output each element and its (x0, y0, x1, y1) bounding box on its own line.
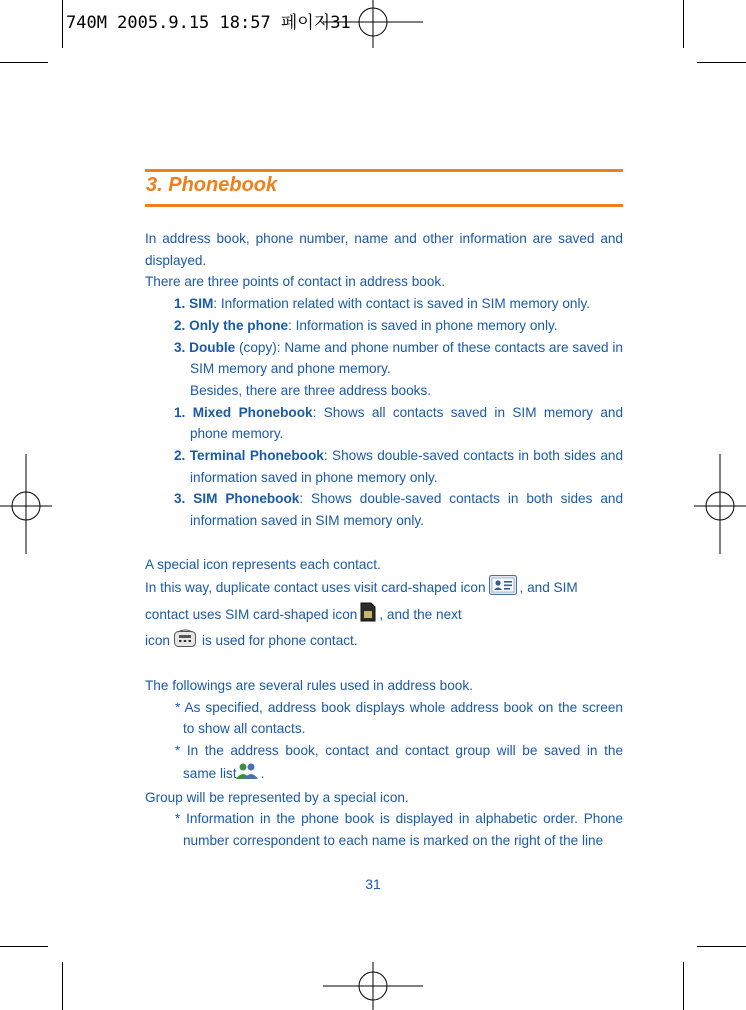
icons-text: , and the next (379, 606, 462, 622)
point-item (174, 293, 623, 315)
book-item (174, 488, 623, 531)
book-text: : Shows all contacts saved in SIM memory and phone memory. (190, 404, 624, 442)
book-item (174, 445, 623, 488)
icons-text: , and SIM (519, 580, 578, 596)
rule-item (175, 740, 623, 786)
page-number: 31 (365, 876, 381, 892)
title-bottom-rule (145, 204, 623, 207)
icons-text: In this way, duplicate contact uses visit card-shaped icon (145, 580, 486, 596)
point-text: : Information related with contact is saved in SIM memory only. (213, 296, 591, 312)
visit-card-icon (489, 575, 517, 602)
crop-mark (697, 62, 746, 63)
point-item (174, 315, 623, 337)
registration-mark-icon (694, 454, 746, 554)
icons-line-phone (145, 629, 623, 654)
spacer (145, 532, 623, 554)
crop-mark (0, 946, 48, 947)
book-term: Terminal Phonebook (189, 448, 324, 464)
print-header-stamp: 740M 2005.9.15 18:57 페이지31 (66, 13, 351, 33)
rules-intro: The followings are several rules used in address book. (145, 678, 473, 694)
registration-mark-icon (323, 960, 423, 1010)
point-number: 1. (174, 296, 186, 312)
book-number: 3. (174, 491, 186, 507)
besides-line: Besides, there are three address books. (190, 382, 432, 398)
intro-points-line: There are three points of contact in address book. (145, 274, 445, 290)
rule-text: * In the address book, contact and contact group will be saved in the same list (175, 743, 623, 781)
group-line: Group will be represented by a special icon. (145, 789, 409, 805)
crop-mark (62, 0, 63, 48)
point-term: Double (189, 339, 236, 355)
icons-text: icon (145, 632, 170, 648)
book-number: 1. (174, 404, 186, 420)
icons-intro: A special icon represents each contact. (145, 556, 381, 572)
rule-item: * Information in the phone book is displayed in alphabetic order. Phone number correspondent to each name is marked on the right of the line (175, 811, 623, 848)
point-term: Only the phone (189, 317, 289, 333)
crop-mark (697, 946, 746, 947)
book-item (174, 402, 623, 445)
crop-mark (62, 962, 63, 1010)
intro-paragraph: In address book, phone number, name and other information are saved and displayed. (145, 231, 623, 268)
phone-icon (174, 629, 196, 654)
point-number: 2. (174, 317, 186, 333)
point-number: 3. (174, 339, 186, 355)
icons-line-sim (145, 602, 623, 629)
body-content (145, 228, 623, 852)
book-term: Mixed Phonebook (192, 404, 313, 420)
crop-mark (683, 0, 684, 48)
contact-group-icon (243, 762, 259, 787)
icons-text: contact uses SIM card-shaped icon (145, 606, 358, 622)
icons-text: is used for phone contact. (201, 632, 358, 648)
book-text: : Shows double-saved contacts in both sides and information saved in SIM memory only. (190, 491, 624, 529)
book-text: : Shows double-saved contacts in both sides and information saved in phone memory only. (190, 448, 624, 485)
crop-mark (0, 62, 48, 63)
title-top-rule (145, 169, 623, 172)
sim-card-icon (360, 602, 376, 629)
registration-mark-icon (0, 454, 52, 554)
icons-line-visit-card (145, 575, 623, 602)
rule-item: * As specified, address book displays whole address book on the screen to show all contacts. (175, 699, 623, 737)
rule-text: . (260, 765, 265, 781)
book-number: 2. (174, 448, 186, 464)
point-text: (copy): Name and phone number of these contacts are saved in SIM memory and phone memory. (190, 339, 623, 377)
point-text: : Information is saved in phone memory only. (288, 317, 558, 333)
book-term: SIM Phonebook (193, 491, 300, 507)
crop-mark (683, 962, 684, 1010)
point-item (174, 337, 623, 380)
section-title: 3. Phonebook (146, 174, 278, 196)
point-term: SIM (189, 296, 214, 312)
spacer (145, 653, 623, 675)
